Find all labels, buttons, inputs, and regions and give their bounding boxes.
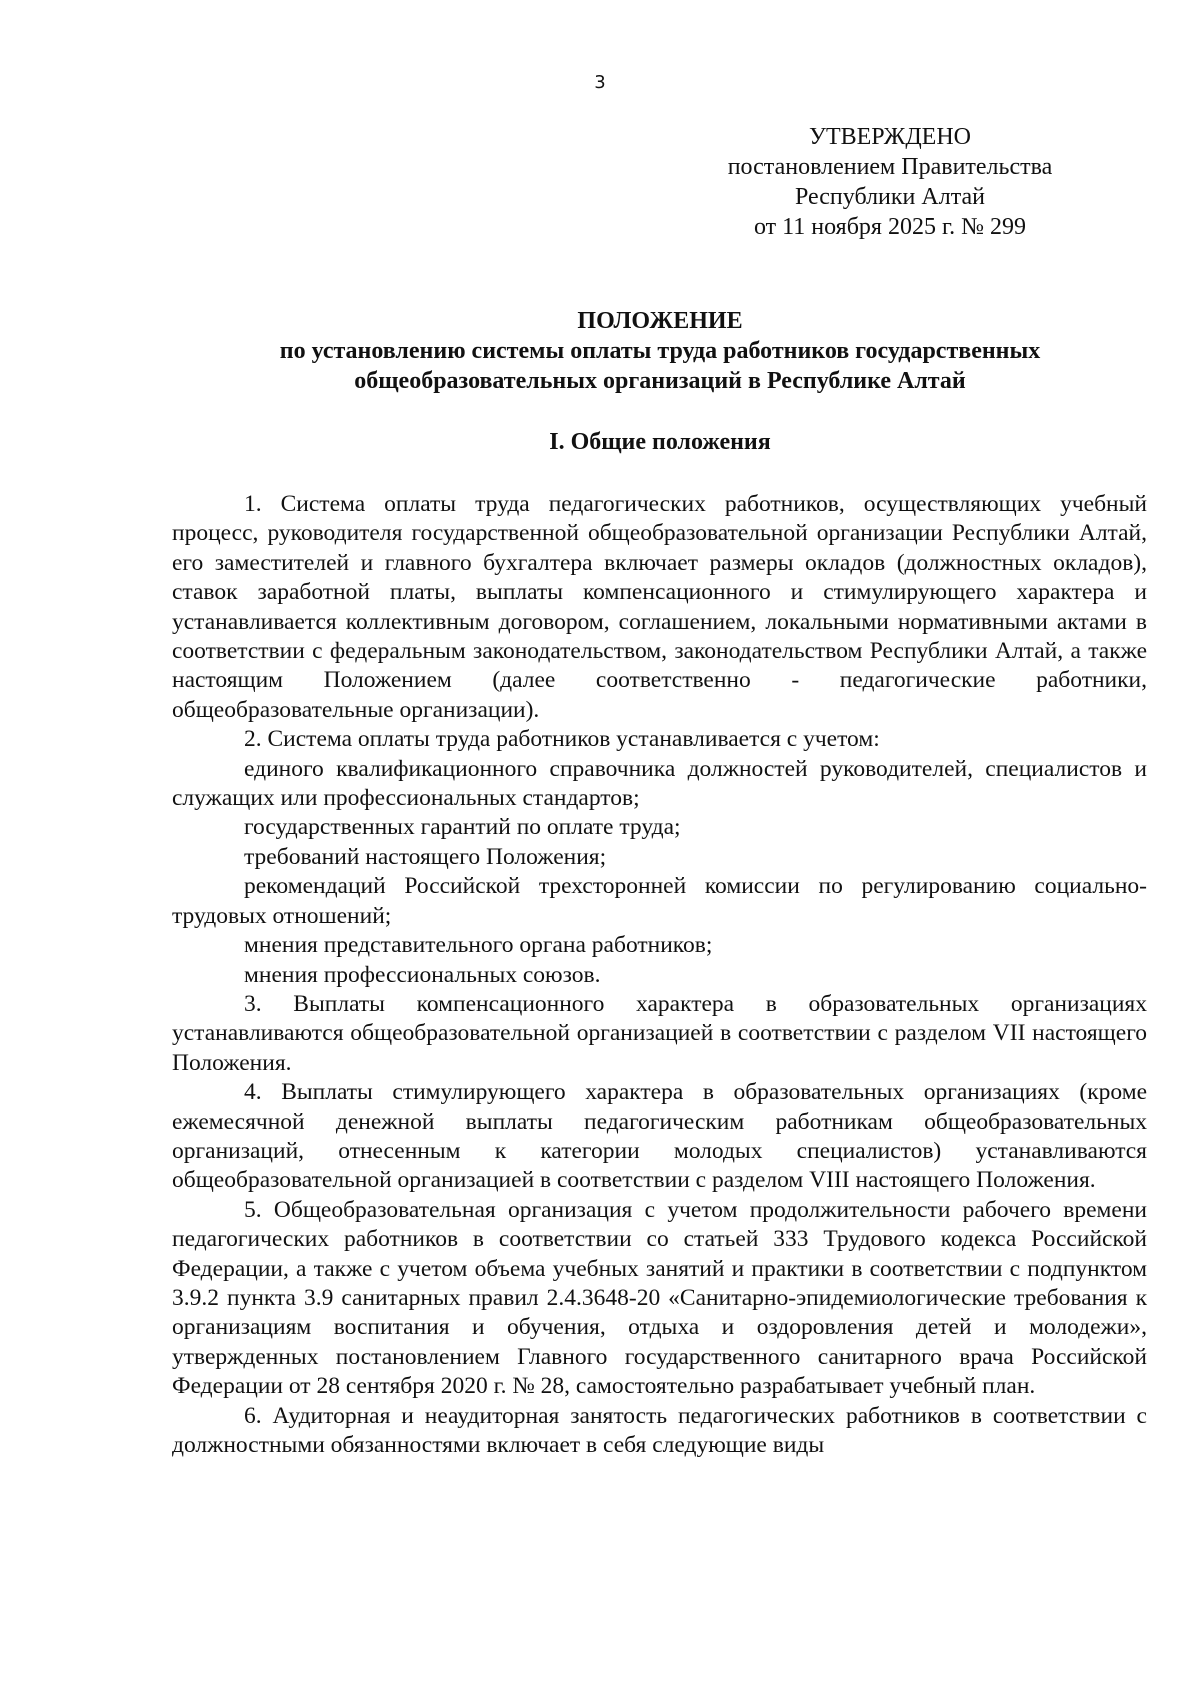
list-item-2: государственных гарантий по оплате труда; — [244, 814, 681, 841]
title-subtitle-line-1: по установлению системы оплаты труда работников государственных — [279, 338, 1041, 364]
approval-line-1: постановлением Правительства — [727, 154, 1053, 180]
list-item-1: единого квалификационного справочника должностей руководителей, специалистов и служащих или профессиональных стандартов; — [172, 755, 1147, 812]
paragraph-5: 5. Общеобразовательная организация с учетом продолжительности рабочего времени педагогических работников в соответствии со статьей 333 Трудового кодекса Российской Федерации, а также с учетом объема учебных занятий и практики в соответствии с подпунктом 3.9.2 пункта 3.9 санитарных правил 2.4.3648-20 «Санитарно-эпидемиологические требования к организациям воспитания и обучения, отдыха и оздоровления детей и молодежи», утвержденных постановлением Главного государственного санитарного врача Российской Федерации от 28 сентября 2020 г. № 28, самостоятельно разрабатывает учебный план. — [172, 1196, 1147, 1400]
document-title — [170, 306, 1150, 396]
section-heading: I. Общие положения — [549, 429, 771, 455]
list-item-4: рекомендаций Российской трехсторонней комиссии по регулированию социально-трудовых отношений; — [172, 873, 1147, 929]
title-subtitle-line-2: общеобразовательных организаций в Республике Алтай — [354, 368, 966, 394]
document-body — [172, 490, 1147, 1460]
list-item-6: мнения профессиональных союзов. — [244, 961, 601, 988]
paragraph-3: 3. Выплаты компенсационного характера в образовательных организациях устанавливаются общеобразовательной организацией в соответствии с разделом VII настоящего Положения. — [172, 990, 1147, 1076]
approval-heading: УТВЕРЖДЕНО — [808, 124, 972, 150]
title-main: ПОЛОЖЕНИЕ — [577, 308, 743, 334]
approval-line-3: от 11 ноября 2025 г. № 299 — [754, 214, 1026, 240]
list-item-5: мнения представительного органа работников; — [244, 932, 713, 959]
paragraph-4: 4. Выплаты стимулирующего характера в образовательных организациях (кроме ежемесячной денежной выплаты педагогическим работникам общеобразовательных организаций, отнесенным к категории молодых специалистов) устанавливаются общеобразовательной организацией в соответствии с разделом VIII настоящего Положения. — [172, 1079, 1147, 1194]
approval-stamp — [700, 122, 1080, 242]
approval-line-2: Республики Алтай — [795, 184, 985, 210]
paragraph-6: 6. Аудиторная и неаудиторная занятость педагогических работников в соответствии с должностными обязанностями включает в себя следующие виды — [172, 1402, 1147, 1458]
list-item-3: требований настоящего Положения; — [244, 843, 607, 870]
paragraph-1: 1. Система оплаты труда педагогических работников, осуществляющих учебный процесс, руководителя государственной общеобразовательной организации Республики Алтай, его заместителей и главного бухгалтера включает размеры окладов (должностных окладов), ставок заработной платы, выплаты компенсационного и стимулирующего характера и устанавливается коллективным договором, соглашением, локальными нормативными актами в соответствии с федеральным законодательством, законодательством Республики Алтай, а также настоящим Положением (далее соответственно - педагогические работники, общеобразовательные организации). — [172, 491, 1147, 723]
page-number: 3 — [594, 72, 606, 93]
paragraph-2: 2. Система оплаты труда работников устанавливается с учетом: — [244, 726, 880, 753]
